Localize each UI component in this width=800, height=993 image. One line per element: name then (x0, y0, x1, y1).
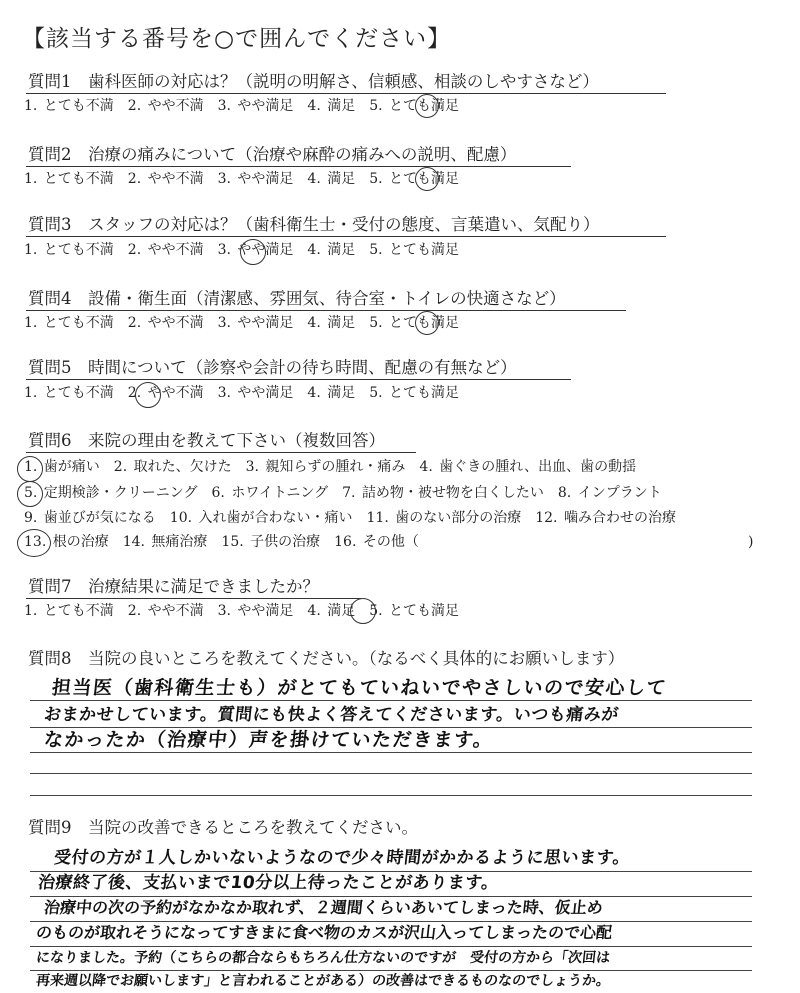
q8-ruled-line (30, 773, 752, 774)
q9-answer-line: 受付の方が１人しかいないようなので少々時間がかかるように思います。 (52, 848, 632, 868)
question-2-label: 質問2 治療の痛みについて（治療や麻酔の痛みへの説明、配慮） (28, 145, 517, 164)
question-2-circle-mark[interactable] (415, 167, 439, 191)
question-5-label: 質問5 時間について（診察や会計の待ち時間、配慮の有無など） (28, 358, 517, 377)
question-7-options: 1. とても不満 2. やや不満 3. やや満足 4. 満足 5. とても満足 (24, 603, 460, 619)
question-6-underline (26, 452, 416, 453)
question-1-underline (26, 93, 666, 94)
question-4-label: 質問4 設備・衛生面（清潔感、雰囲気、待合室・トイレの快適さなど） (28, 289, 566, 308)
question-4-underline (26, 310, 626, 311)
question-3-options: 1. とても不満 2. やや不満 3. やや満足 4. 満足 5. とても満足 (24, 242, 460, 258)
question-3-circle-mark[interactable] (240, 239, 266, 265)
q8-answer-line: 担当医（歯科衛生士も）がとてもていねいでやさしいので安心して (50, 677, 669, 699)
q9-answer-line: 治療中の次の予約がなかなか取れず、２週間くらいあいてしまった時、仮止め (43, 898, 604, 917)
question-7-label: 質問7 治療結果に満足できましたか？ (28, 577, 319, 596)
question-6-option-row-4: 13. 根の治療 14. 無痛治療 15. 子供の治療 16. その他（ (24, 534, 419, 550)
question-6-option-row-2: 5. 定期検診・クリーニング 6. ホワイトニング 7. 詰め物・被せ物を白くしたい 8. インプラント (24, 485, 662, 501)
question-4-circle-mark[interactable] (415, 311, 439, 335)
question-3-underline (26, 236, 666, 237)
question-6-option-row-1: 1. 歯が痛い 2. 取れた、欠けた 3. 親知らずの腫れ・痛み 4. 歯ぐきの腫れ、出血、歯の動揺 (24, 459, 637, 475)
question-1-options: 1. とても不満 2. やや不満 3. やや満足 4. 満足 5. とても満足 (24, 98, 460, 114)
q8-ruled-line (30, 795, 752, 796)
q9-answer-line: になりました。予約（こちらの都合ならもちろん仕方ないのですが 受付の方から「次回は (35, 950, 611, 966)
q9-answer-line: のものが取れそうになってすきまに食べ物のカスが沢山入ってしまったので心配 (35, 923, 614, 942)
question-7-circle-mark[interactable] (350, 598, 376, 624)
question-3-label: 質問3 スタッフの対応は？（歯科衛生士・受付の態度、言葉遣い、気配り） (28, 215, 600, 234)
q8-ruled-line (30, 700, 752, 701)
q9-answer-line: 再来週以降でお願いします」と言われることがある）の改善はできるものなのでしょうか。 (35, 973, 611, 989)
question-6-other-close-paren: ) (748, 534, 754, 550)
question-2-options: 1. とても不満 2. やや不満 3. やや満足 4. 満足 5. とても満足 (24, 171, 460, 187)
question-5-circle-mark[interactable] (135, 382, 161, 408)
question-6-circle-mark-13[interactable] (17, 529, 51, 557)
question-6-option-row-3: 9. 歯並びが気になる 10. 入れ歯が合わない・痛い 11. 歯のない部分の治療 12. 噛み合わせの治療 (24, 510, 676, 526)
question-6-circle-mark-5[interactable] (17, 481, 43, 507)
question-6-circle-mark-1[interactable] (17, 456, 43, 482)
question-1-circle-mark[interactable] (415, 94, 439, 118)
q8-answer-line: なかったか（治療中）声を掛けていただきます。 (42, 729, 495, 751)
question-5-underline (26, 379, 571, 380)
q8-answer-line: おまかせしています。質問にも快よく答えてくださいます。いつも痛みが (42, 705, 620, 725)
form-title: 【該当する番号を○で囲んでください】 (22, 26, 452, 52)
question-8-label: 質問8 当院の良いところを教えてください。（なるべく具体的にお願いします） (28, 649, 625, 668)
question-4-options: 1. とても不満 2. やや不満 3. やや満足 4. 満足 5. とても満足 (24, 315, 460, 331)
q9-answer-line: 治療終了後、支払いまで10分以上待ったことがあります。 (36, 873, 500, 893)
question-6-label: 質問6 来院の理由を教えて下さい（複数回答） (28, 431, 385, 450)
question-7-underline (26, 598, 361, 599)
q8-ruled-line (30, 752, 752, 753)
question-1-label: 質問1 歯科医師の対応は？（説明の明解さ、信頼感、相談のしやすさなど） (28, 72, 599, 91)
question-2-underline (26, 166, 571, 167)
question-9-label: 質問9 当院の改善できるところを教えてください。 (28, 818, 418, 837)
question-5-options: 1. とても不満 2. やや不満 3. やや満足 4. 満足 5. とても満足 (24, 385, 460, 401)
